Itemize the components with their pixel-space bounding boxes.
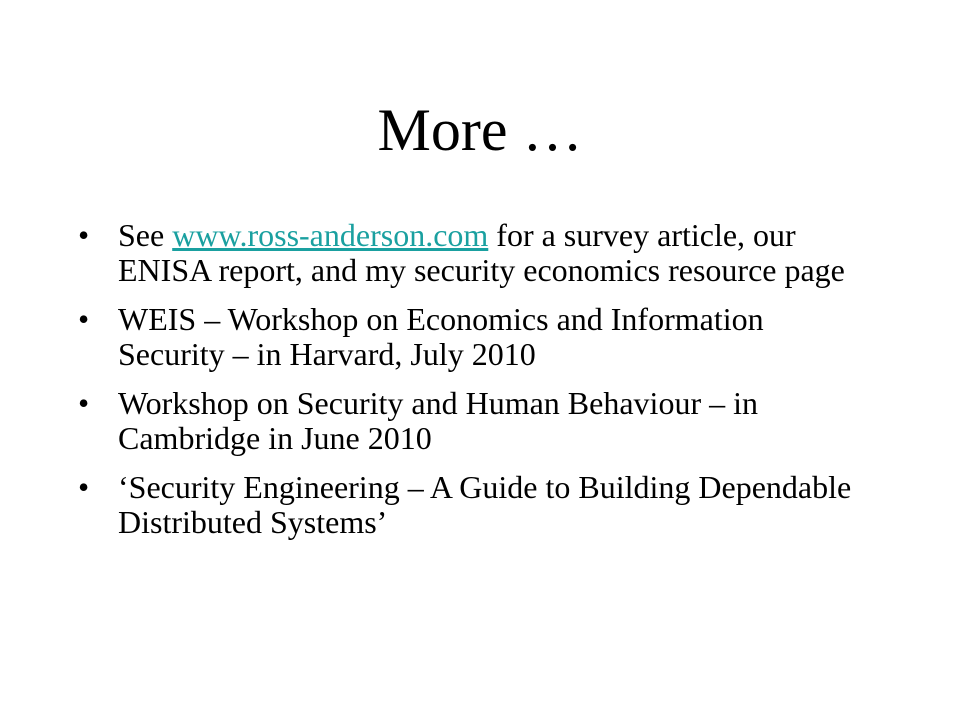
bullet-item-workshop <box>78 386 878 456</box>
bullet-item-book <box>78 470 878 540</box>
bullet-icon: • <box>78 469 90 505</box>
bullet-text: ‘Security Engineering – A Guide to Building Dependable Distributed Systems’ <box>118 469 852 540</box>
bullet-item-weis <box>78 302 878 372</box>
bullet-list <box>78 218 878 554</box>
slide-title: More … <box>377 97 583 163</box>
bullet-text: Workshop on Security and Human Behaviour – in Cambridge in June 2010 <box>118 385 758 456</box>
bullet-text-suffix: for a survey article, our ENISA report, and my security economics resource page <box>118 217 845 288</box>
website-link[interactable]: www.ross-anderson.com <box>172 217 489 253</box>
bullet-text: WEIS – Workshop on Economics and Information Security – in Harvard, July 2010 <box>118 301 764 372</box>
bullet-item-website <box>78 218 878 288</box>
bullet-text-prefix: See <box>118 217 173 253</box>
bullet-icon: • <box>78 385 90 421</box>
bullet-icon: • <box>78 301 90 337</box>
bullet-icon: • <box>78 217 90 253</box>
